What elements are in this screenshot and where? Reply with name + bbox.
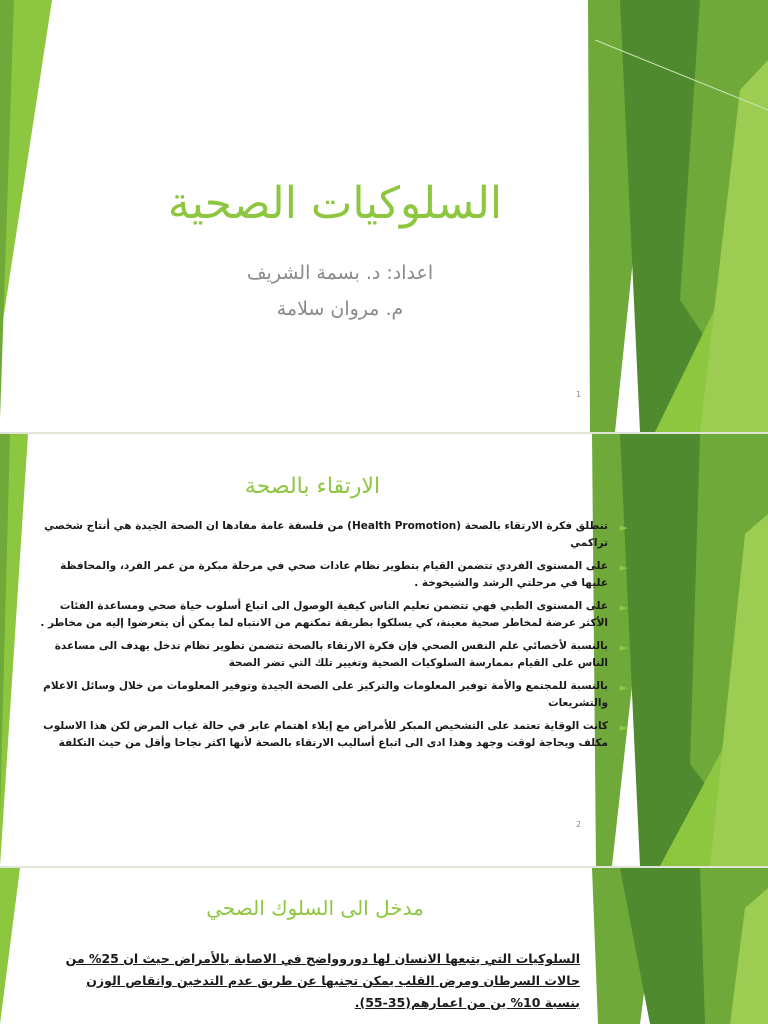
bullet-list — [38, 518, 628, 758]
title-slide — [0, 0, 768, 432]
bullet-arrow-icon: ► — [619, 521, 628, 534]
slide-title: الارتقاء بالصحة — [244, 474, 381, 499]
page-number: 2 — [576, 820, 582, 829]
list-item: ► على المستوى الطبي فهي تتضمن تعليم الناس كيفية الوصول الى اتباع أسلوب حياة صحي ومساعدة الفئات الأكثر عرضة لمخاطر صحية معينة، كي يسلكوا بطريقة تمكنهم من الانتباه لما يمكن أن يتعرضوا إليه من مخاطر . — [40, 600, 628, 629]
slide-title: مدخل الى السلوك الصحي — [206, 896, 424, 920]
bullet-arrow-icon: ► — [619, 601, 628, 614]
list-item: ► تنطلق فكرة الارتقاء بالصحة (Health Promotion) من فلسفة عامة مفادها ان الصحة الجيدة هي أنتاج شخصي تراكمي — [44, 520, 628, 549]
bullet-arrow-icon: ► — [619, 721, 628, 734]
bullet-arrow-icon: ► — [619, 561, 628, 574]
list-item: ► بالنسبة للمجتمع والأمة توفير المعلومات والتركيز على الصحة الجيدة وتوفير المعلومات من خلال وسائل الاعلام والتشريعات — [43, 680, 628, 709]
list-item: ► بالنسبة لأخصائي علم النفس الصحي فإن فكرة الارتقاء بالصحة تتضمن تطوير نظام تدخل يهدف الى مساعدة الناس على القيام بممارسة السلوكيات الصحية وتغيير تلك التي تضر الصحة — [54, 640, 628, 669]
author-line: اعداد: د. بسمة الشريف — [246, 262, 434, 284]
list-item: ► كانت الوقاية تعتمد على التشخيص المبكر للأمراض مع إيلاء اهتمام عابر في حالة غياب المرض لكن هذا الاسلوب مكلف ويحاجة لوقت وجهد وهذا ادى الى اتباع أساليب الارتقاء بالصحة لأنها اكثر نجاحا وأقل من حيث التكلفة — [43, 720, 628, 749]
intro-slide — [0, 868, 768, 1024]
bullet-arrow-icon: ► — [619, 681, 628, 694]
list-item: ► على المستوى الفردي تتضمن القيام بتطوير نظام عادات صحي في مرحلة مبكرة من عمر الفرد، والمحافظة عليها في مرحلتي الرشد والشيخوخة . — [60, 560, 628, 589]
intro-paragraph: السلوكيات التي يتبعها الانسان لها دوروواضح في الاصابة بالأمراض حيث ان 25% من حالات السرطان ومرض القلب يمكن تجنبها عن طريق عدم التدخين وانقاص الوزن بنسبة 10% ين من اعمارهم(35-55). — [65, 951, 580, 1010]
content-slide — [0, 434, 768, 866]
coauthor-line: م. مروان سلامة — [276, 298, 404, 320]
bullet-arrow-icon: ► — [619, 641, 628, 654]
page-number: 1 — [576, 390, 582, 399]
slide-title: السلوكيات الصحية — [167, 178, 503, 229]
